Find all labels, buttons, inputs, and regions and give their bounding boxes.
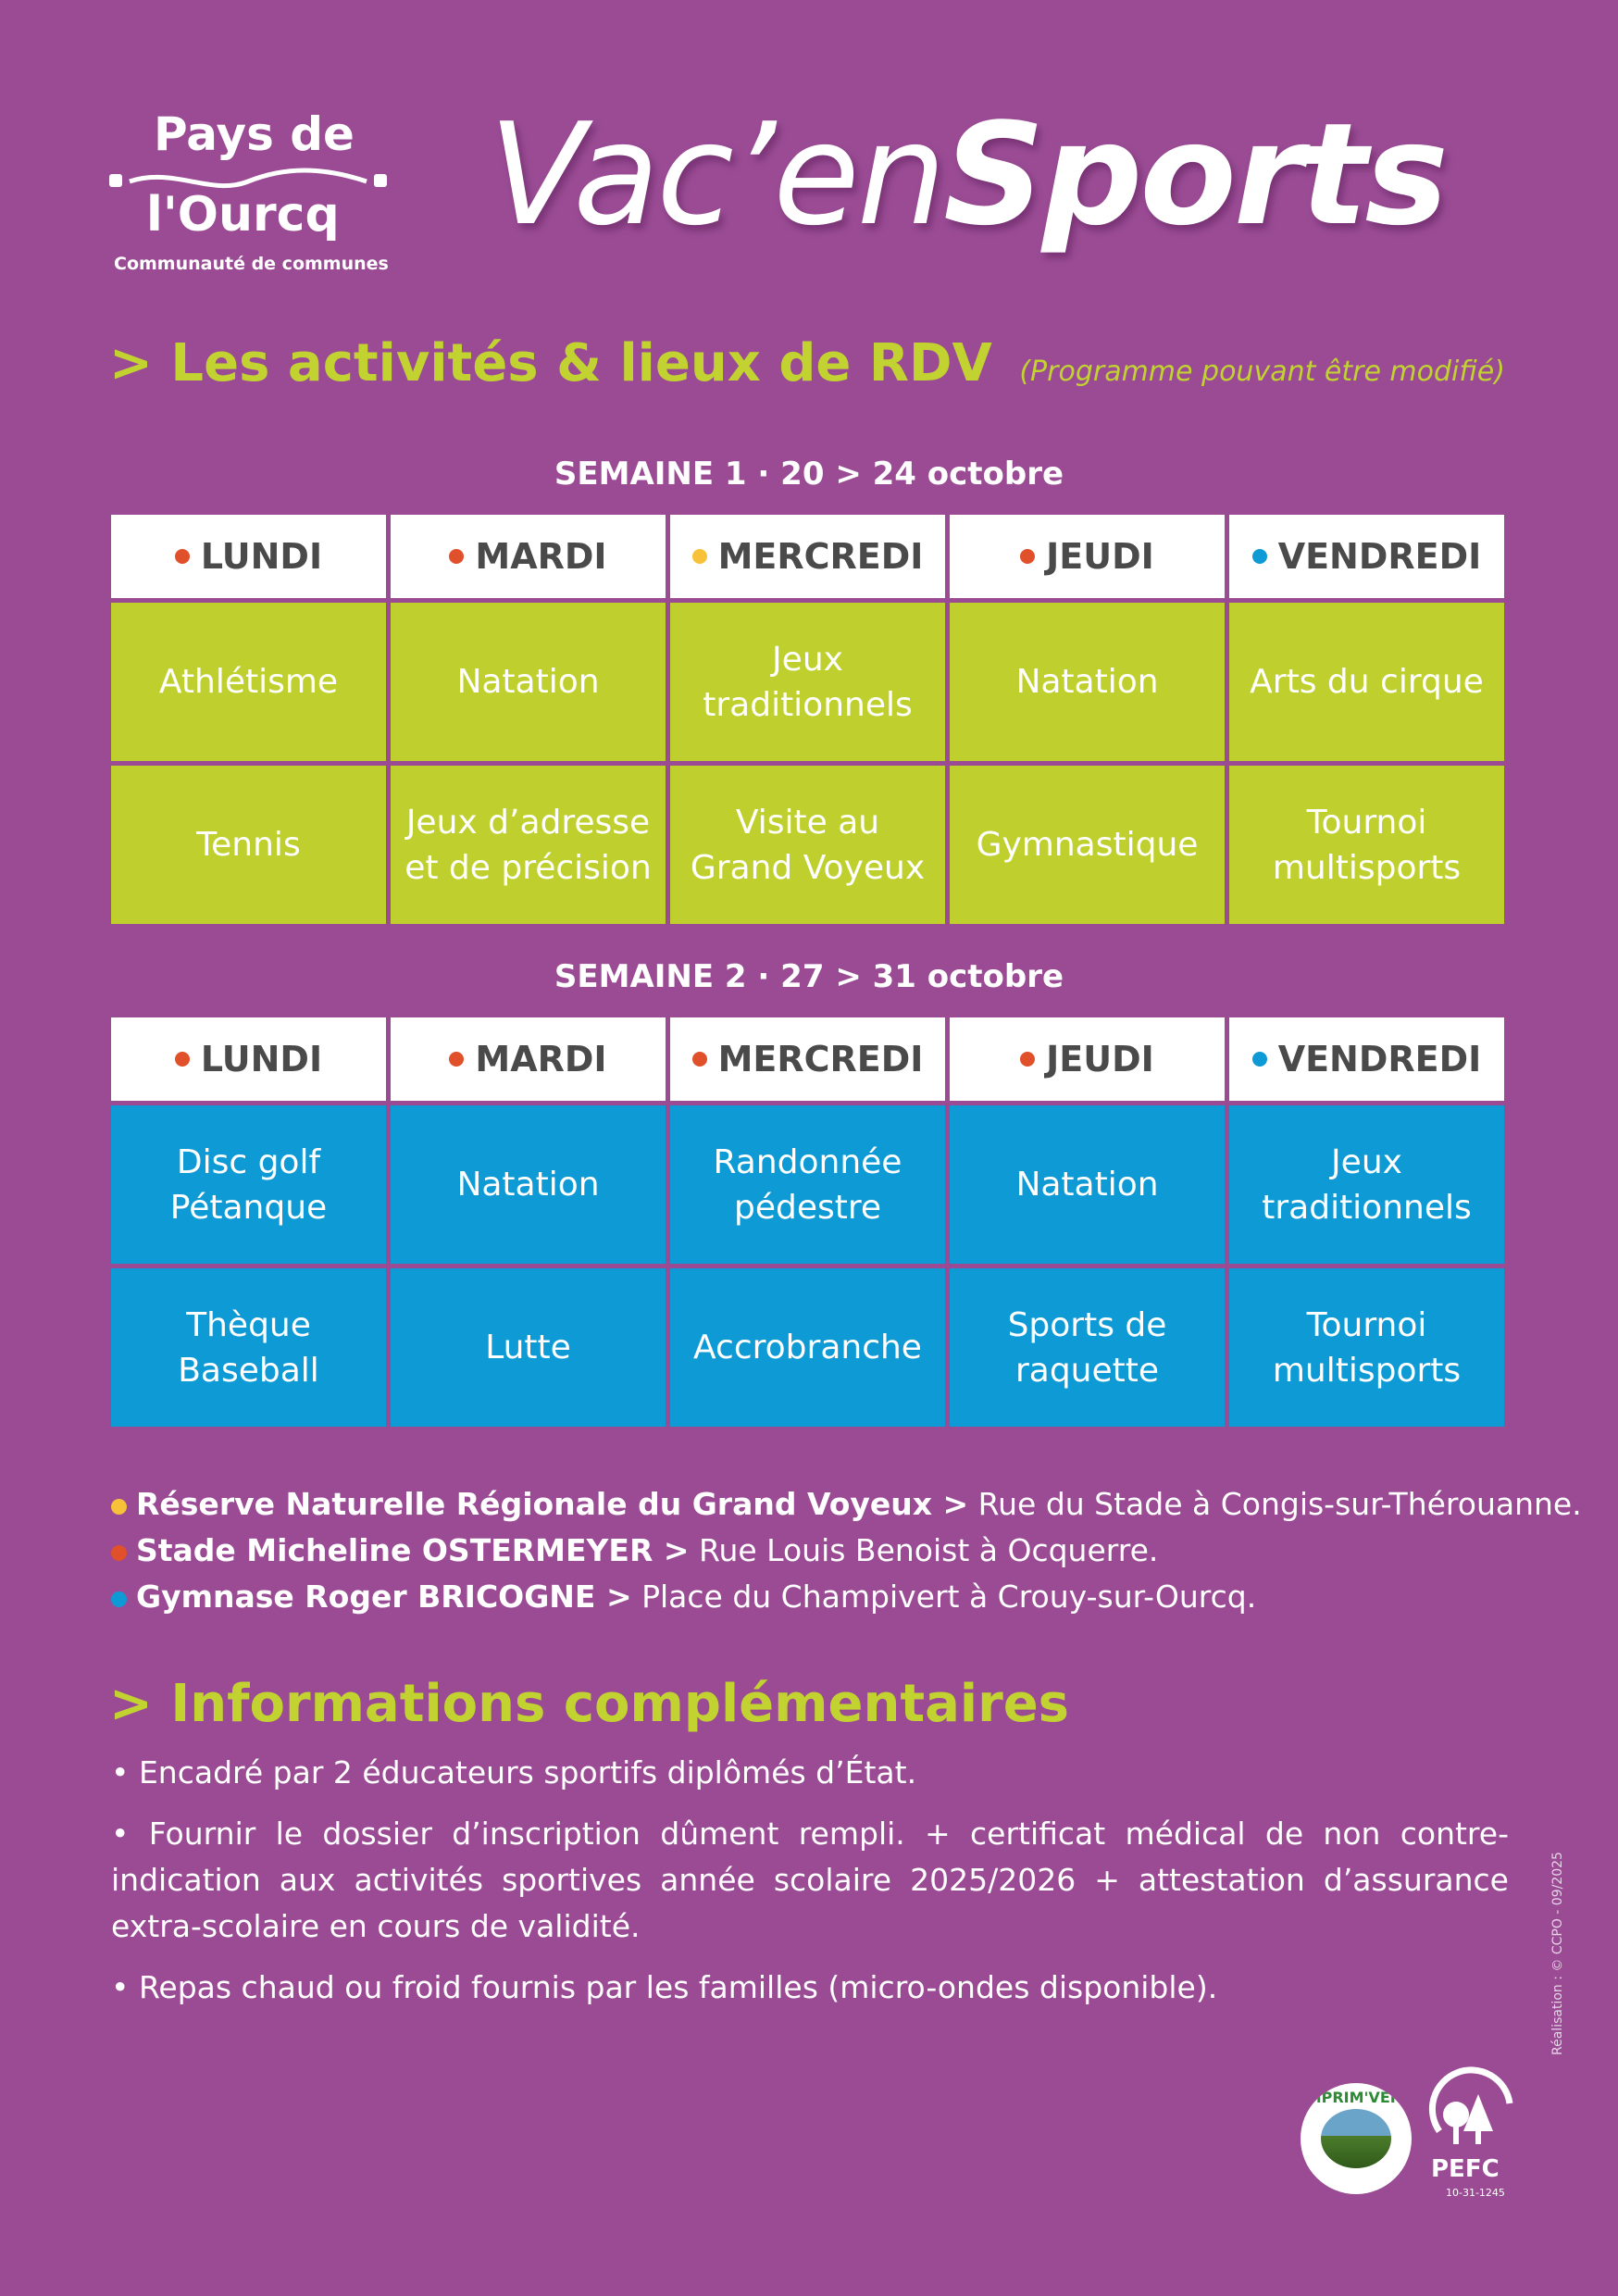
- activity-cell: Lutte: [391, 1268, 666, 1427]
- legend-item-stade: Stade Micheline OSTERMEYER > Rue Louis Benoist à Ocquerre.: [111, 1528, 1582, 1574]
- pefc-number: 10-31-1245: [1446, 2187, 1505, 2199]
- week-1-title: SEMAINE 1 · 20 > 24 octobre: [554, 455, 1064, 493]
- info-item-registration: • Fournir le dossier d’inscription dûment rempli. + certificat médical de non contre-indication aux activités sportives année scolaire 2025/2026 + attestation d’assurance extra-scolaire en cours de validité.: [111, 1816, 1509, 1944]
- legend-item-grand-voyeux: Réserve Naturelle Régionale du Grand Voyeux > Rue du Stade à Congis-sur-Thérouanne.: [111, 1481, 1582, 1528]
- logo-subtitle: Communauté de communes: [114, 254, 389, 274]
- location-dot-icon: [692, 549, 707, 564]
- location-dot-icon: [1020, 549, 1035, 564]
- activity-cell: Natation: [391, 603, 666, 761]
- locations-legend: [111, 1481, 1582, 1620]
- main-title: [489, 93, 1446, 256]
- activities-heading: [109, 333, 1505, 393]
- activity-cell: Randonnée pédestre: [670, 1105, 945, 1264]
- activity-cell: Disc golf Pétanque: [111, 1105, 386, 1264]
- activity-cell: Sports de raquette: [950, 1268, 1225, 1427]
- week-2-title: SEMAINE 2 · 27 > 31 octobre: [554, 958, 1064, 995]
- yellow-dot-icon: [111, 1499, 127, 1515]
- location-dot-icon: [692, 1052, 707, 1067]
- activities-heading-note: (Programme pouvant être modifié): [1019, 356, 1505, 388]
- activity-cell: Tournoi multisports: [1229, 766, 1504, 924]
- imprim-vert-landscape: [1321, 2109, 1391, 2168]
- week-2-day-wednesday: MERCREDI: [670, 1017, 945, 1101]
- logo-pays-de-l-ourcq: [109, 102, 387, 287]
- location-dot-icon: [449, 549, 464, 564]
- info-item-educators: • Encadré par 2 éducateurs sportifs diplômés d’État.: [111, 1754, 917, 1791]
- week-2-day-thursday: JEUDI: [950, 1017, 1225, 1101]
- info-item-meals: • Repas chaud ou froid fournis par les familles (micro-ondes disponible).: [111, 1969, 1218, 2005]
- activities-heading-text: > Les activités & lieux de RDV: [109, 333, 992, 393]
- title-part-1: Vac’en: [489, 93, 944, 256]
- week-2-schedule: [111, 1017, 1504, 1427]
- activity-cell: Jeux traditionnels: [1229, 1105, 1504, 1264]
- title-part-2: Sports: [943, 93, 1446, 256]
- credit-text: Réalisation : © CCPO - 09/2025: [1550, 1852, 1565, 2055]
- location-dot-icon: [175, 549, 190, 564]
- activity-cell: Accrobranche: [670, 1268, 945, 1427]
- legend-item-gymnase: Gymnase Roger BRICOGNE > Place du Champivert à Crouy-sur-Ourcq.: [111, 1574, 1582, 1620]
- activity-cell: Arts du cirque: [1229, 603, 1504, 761]
- location-dot-icon: [1020, 1052, 1035, 1067]
- activity-cell: Tennis: [111, 766, 386, 924]
- imprim-vert-logo-icon: [1301, 2083, 1412, 2194]
- activity-cell: Tournoi multisports: [1229, 1268, 1504, 1427]
- activity-cell: Thèque Baseball: [111, 1268, 386, 1427]
- week-1-schedule: [111, 515, 1504, 924]
- info-list: [111, 1750, 1509, 2026]
- activity-cell: Athlétisme: [111, 603, 386, 761]
- activity-cell: Gymnastique: [950, 766, 1225, 924]
- activity-cell: Visite au Grand Voyeux: [670, 766, 945, 924]
- activity-cell: Natation: [950, 603, 1225, 761]
- activity-cell: Natation: [391, 1105, 666, 1264]
- activity-cell: Jeux traditionnels: [670, 603, 945, 761]
- week-1-day-tuesday: MARDI: [391, 515, 666, 598]
- week-2-day-monday: LUNDI: [111, 1017, 386, 1101]
- logo-line-1: Pays de: [154, 107, 355, 161]
- location-dot-icon: [1252, 1052, 1267, 1067]
- logo-line-2: l'Ourcq: [146, 187, 340, 243]
- week-1-day-wednesday: MERCREDI: [670, 515, 945, 598]
- location-dot-icon: [449, 1052, 464, 1067]
- week-2-day-tuesday: MARDI: [391, 1017, 666, 1101]
- week-2-day-friday: VENDREDI: [1229, 1017, 1504, 1101]
- blue-dot-icon: [111, 1591, 127, 1607]
- week-1-day-thursday: JEUDI: [950, 515, 1225, 598]
- red-dot-icon: [111, 1545, 127, 1561]
- location-dot-icon: [175, 1052, 190, 1067]
- info-heading: > Informations complémentaires: [109, 1674, 1070, 1734]
- week-1-day-monday: LUNDI: [111, 515, 386, 598]
- imprim-vert-label: IMPRIM'VERT: [1301, 2089, 1412, 2106]
- location-dot-icon: [1252, 549, 1267, 564]
- activity-cell: Jeux d’adresse et de précision: [391, 766, 666, 924]
- pefc-label: PEFC: [1431, 2155, 1500, 2183]
- week-1-day-friday: VENDREDI: [1229, 515, 1504, 598]
- activity-cell: Natation: [950, 1105, 1225, 1264]
